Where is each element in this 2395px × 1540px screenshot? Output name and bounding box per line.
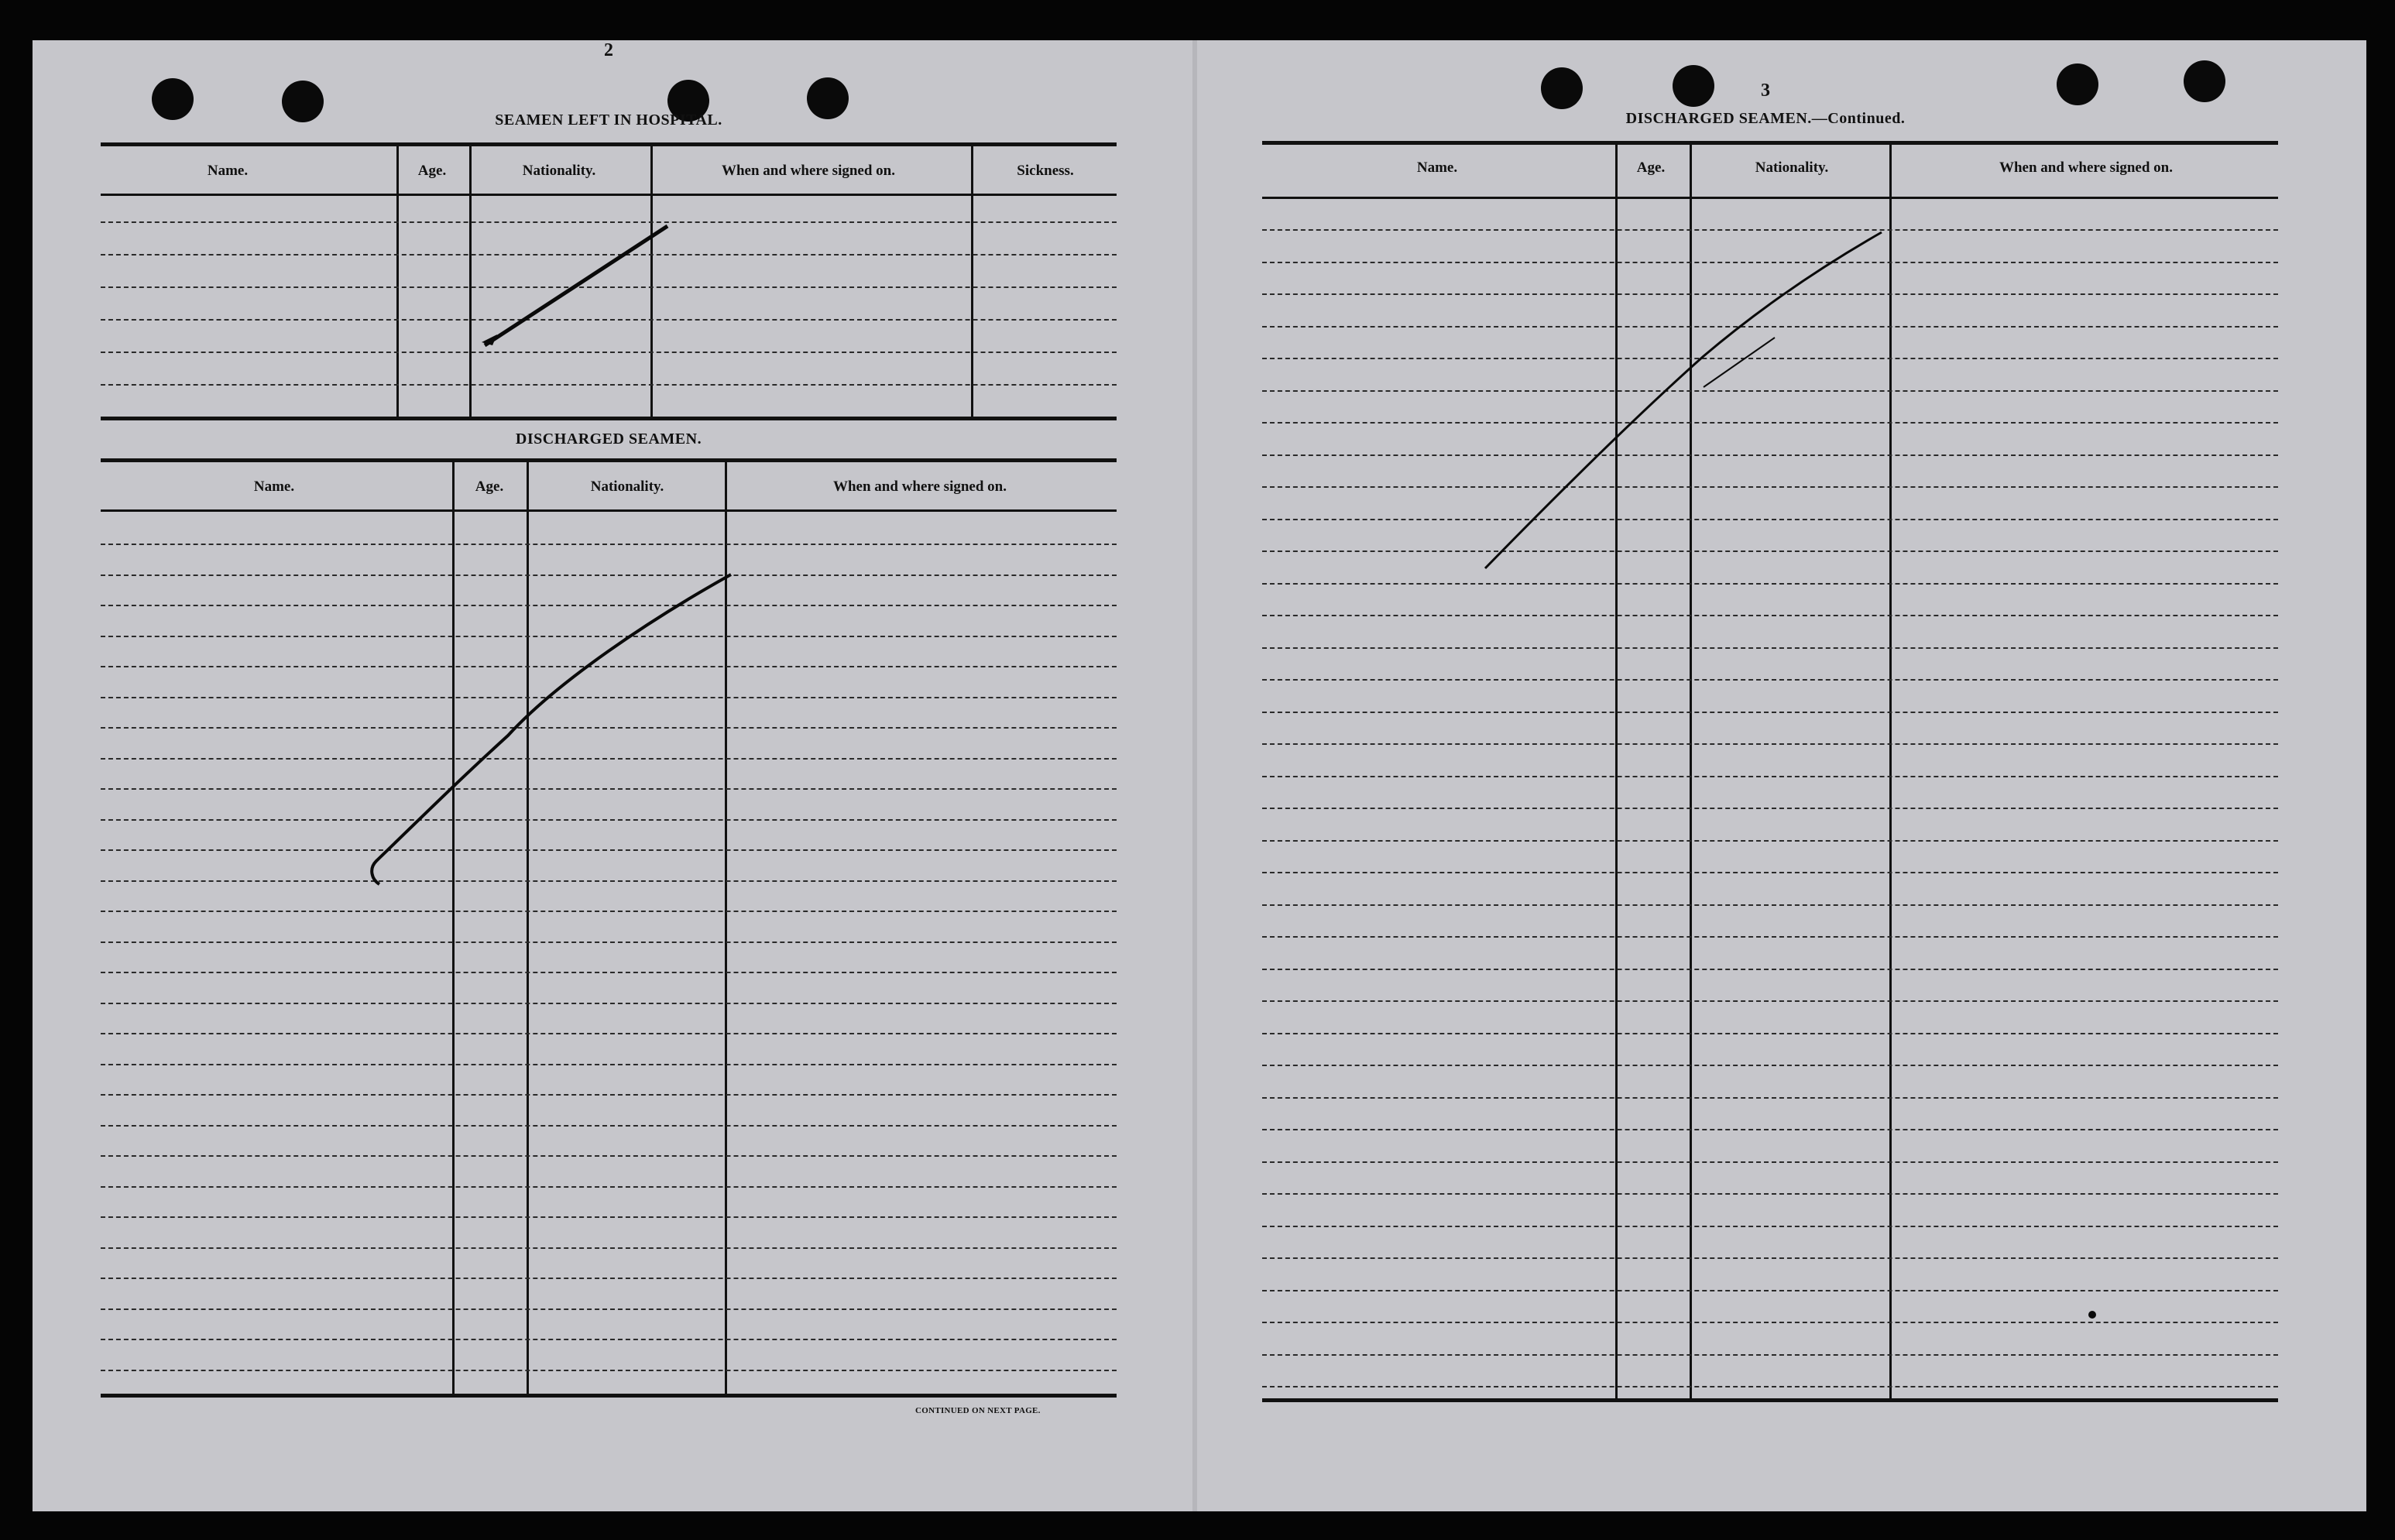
column-header-name: Name. (253, 478, 295, 495)
ink-dot (2088, 1311, 2096, 1319)
column-header-nationality: Nationality. (522, 163, 596, 179)
strike-line-continued (1485, 232, 1882, 568)
continued-note: CONTINUED ON NEXT PAGE. (915, 1406, 1041, 1415)
column-header-nationality: Nationality. (590, 478, 664, 495)
discharged-section-title: DISCHARGED SEAMEN. (515, 430, 702, 448)
column-header-age: Age. (1636, 159, 1666, 176)
page-number: 2 (604, 40, 613, 60)
strike-line-hospital (485, 226, 667, 345)
discharged-continued-title: DISCHARGED SEAMEN.—Continued. (1625, 110, 1906, 127)
column-header-name: Name. (207, 163, 249, 179)
page-number: 3 (1761, 81, 1770, 101)
column-header-nationality: Nationality. (1755, 159, 1829, 176)
column-header-age: Age. (475, 478, 504, 495)
column-header-when-where: When and where signed on. (832, 478, 1007, 495)
strike-line-discharged (372, 574, 731, 884)
column-header-name: Name. (1416, 159, 1458, 176)
column-header-when-where: When and where signed on. (1999, 159, 2174, 176)
column-header-when-where: When and where signed on. (721, 163, 896, 179)
strike-line-continued-tick (1704, 338, 1775, 387)
hospital-section-title: SEAMEN LEFT IN HOSPITAL. (495, 111, 722, 129)
column-header-sickness: Sickness. (1017, 163, 1074, 179)
column-header-age: Age. (417, 163, 447, 179)
